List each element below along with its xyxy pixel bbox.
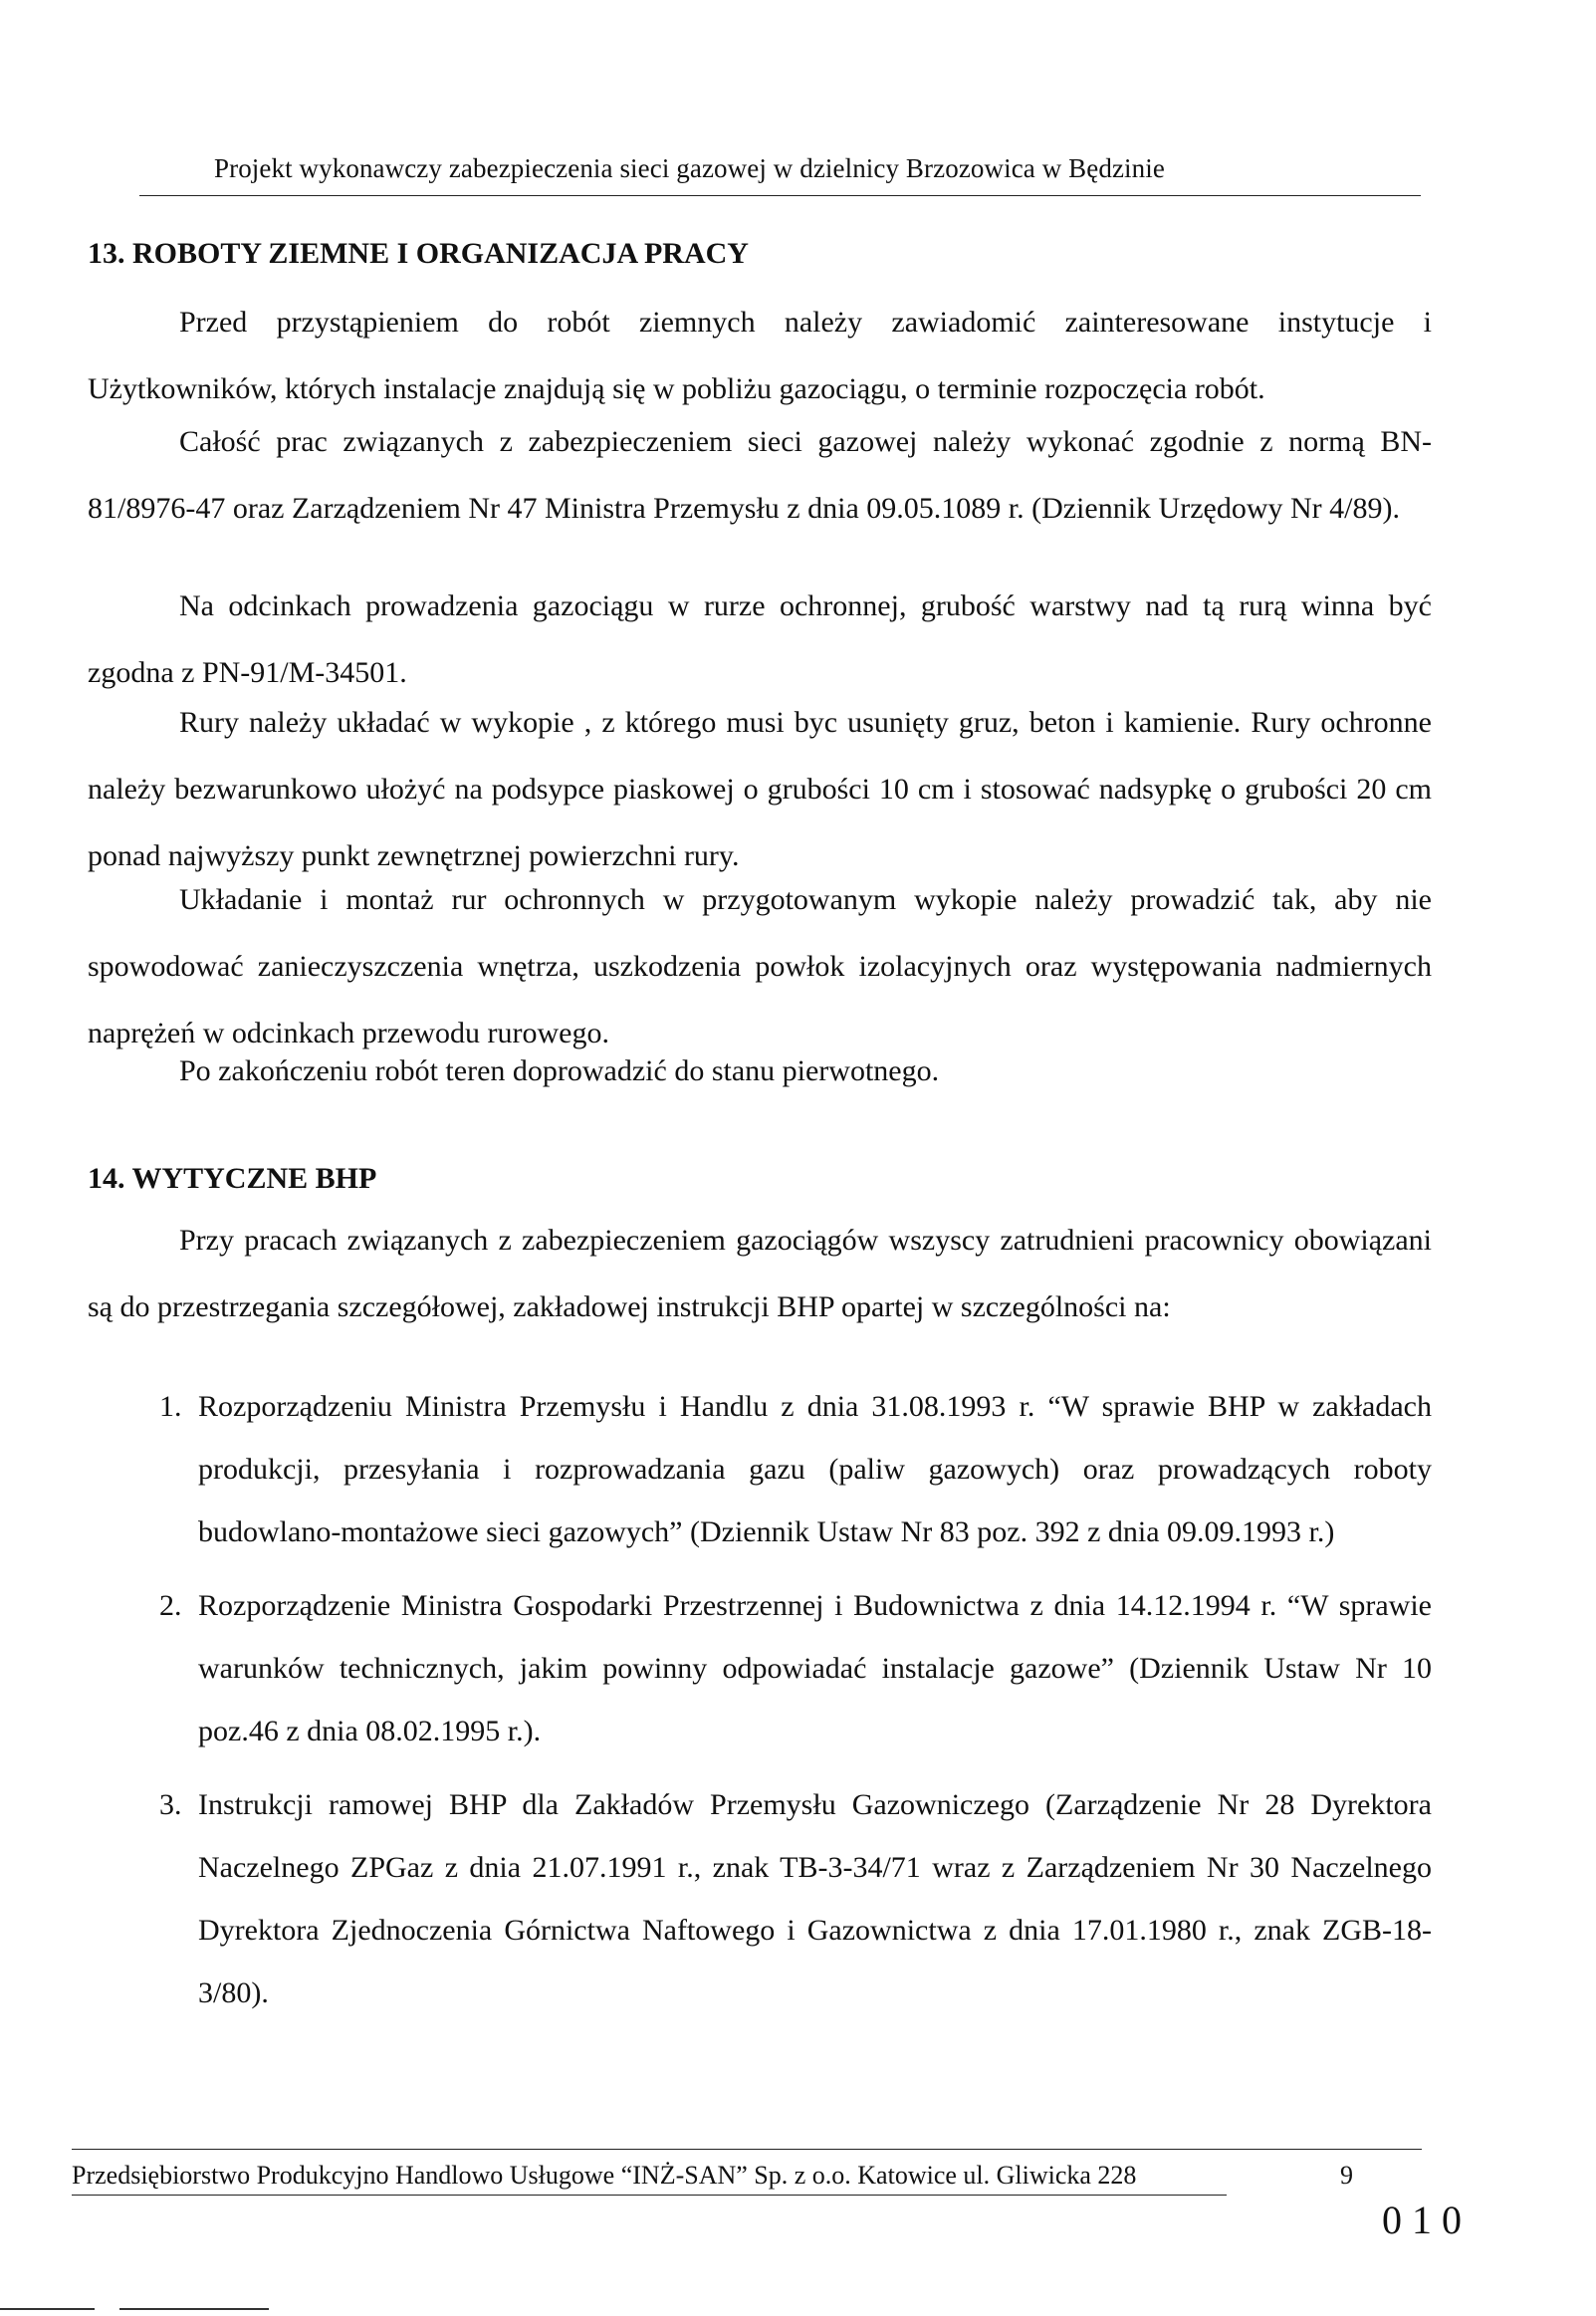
section-13-paragraph-5: Układanie i montaż rur ochronnych w przygotowanym wykopie należy prowadzić tak, aby nie spowodować zanieczyszczenia wnętrza, uszkodzenia powłok izolacyjnych oraz występowania nadmiernych naprężeń w odcinkach przewodu rurowego. (88, 883, 1432, 1049)
regulations-list (149, 1375, 1432, 2035)
list-item-number: 2. (159, 1589, 182, 1622)
section-13-paragraph-2: Całość prac związanych z zabezpieczeniem sieci gazowej należy wykonać zgodnie z normą BN-81/8976-47 oraz Zarządzeniem Nr 47 Ministra Przemysłu z dnia 09.05.1089 r. (Dziennik Urzędowy Nr 4/89). (88, 425, 1432, 525)
footer-company: Przedsiębiorstwo Produkcyjno Handlowo Usługowe “INŻ-SAN” Sp. z o.o. Katowice ul. Gliwicka 228 (72, 2161, 1137, 2190)
scan-edge-mark-left (0, 2308, 95, 2310)
list-item (149, 1375, 1432, 1563)
list-item-text: Instrukcji ramowej BHP dla Zakładów Przemysłu Gazowniczego (Zarządzenie Nr 28 Dyrektora Naczelnego ZPGaz z dnia 21.07.1991 r., znak TB-3-34/71 wraz z Zarządzeniem Nr 30 Naczelnego Dyrektora Zjednoczenia Górnictwa Naftowego i Gazownictwa z dnia 17.01.1980 r., znak ZGB-18-3/80). (198, 1788, 1432, 2009)
list-item-text: Rozporządzeniu Ministra Przemysłu i Handlu z dnia 31.08.1993 r. “W sprawie BHP w zakładach produkcji, przesyłania i rozprowadzania gazu (paliw gazowych) oraz prowadzących roboty budowlano-montażowe sieci gazowych” (Dziennik Ustaw Nr 83 poz. 392 z dnia 09.09.1993 r.) (198, 1390, 1432, 1548)
list-item-text: Rozporządzenie Ministra Gospodarki Przestrzennej i Budownictwa z dnia 14.12.1994 r. “W sprawie warunków technicznych, jakim powinny odpowiadać instalacje gazowe” (Dziennik Ustaw Nr 10 poz.46 z dnia 08.02.1995 r.). (198, 1589, 1432, 1747)
section-13-paragraph-6: Po zakończeniu robót teren doprowadzić do stanu pierwotnego. (179, 1054, 940, 1087)
page-header: Projekt wykonawczy zabezpieczenia sieci gazowej w dzielnicy Brzozowica w Będzinie (214, 153, 1165, 183)
stamp-number: 010 (1382, 2198, 1472, 2242)
section-13-paragraph-3: Na odcinkach prowadzenia gazociągu w rurze ochronnej, grubość warstwy nad tą rurą winna być zgodna z PN-91/M-34501. (88, 589, 1432, 689)
scan-edge-mark-right (119, 2308, 269, 2310)
page-number: 9 (1340, 2161, 1353, 2190)
section-14-intro: Przy pracach związanych z zabezpieczeniem gazociągów wszyscy zatrudnieni pracownicy obowiązani są do przestrzegania szczegółowej, zakładowej instrukcji BHP opartej w szczególności na: (88, 1224, 1432, 1323)
header-rule (139, 195, 1421, 196)
list-item-number: 1. (159, 1390, 182, 1423)
footer-underline (72, 2195, 1227, 2196)
footer-rule (72, 2149, 1422, 2150)
section-13-heading: 13. ROBOTY ZIEMNE I ORGANIZACJA PRACY (88, 237, 749, 270)
section-13-paragraph-4: Rury należy układać w wykopie , z którego musi byc usunięty gruz, beton i kamienie. Rury ochronne należy bezwarunkowo ułożyć na podsypce piaskowej o grubości 10 cm i stosować nadsypkę o grubości 20 cm ponad najwyższy punkt zewnętrznej powierzchni rury. (88, 706, 1432, 872)
list-item-number: 3. (159, 1788, 182, 1821)
section-14-heading: 14. WYTYCZNE BHP (88, 1162, 377, 1195)
section-13-paragraph-1: Przed przystąpieniem do robót ziemnych należy zawiadomić zainteresowane instytucje i Użytkowników, których instalacje znajdują się w pobliżu gazociągu, o terminie rozpoczęcia robót. (88, 306, 1432, 405)
list-item (149, 1574, 1432, 1762)
list-item (149, 1773, 1432, 2024)
